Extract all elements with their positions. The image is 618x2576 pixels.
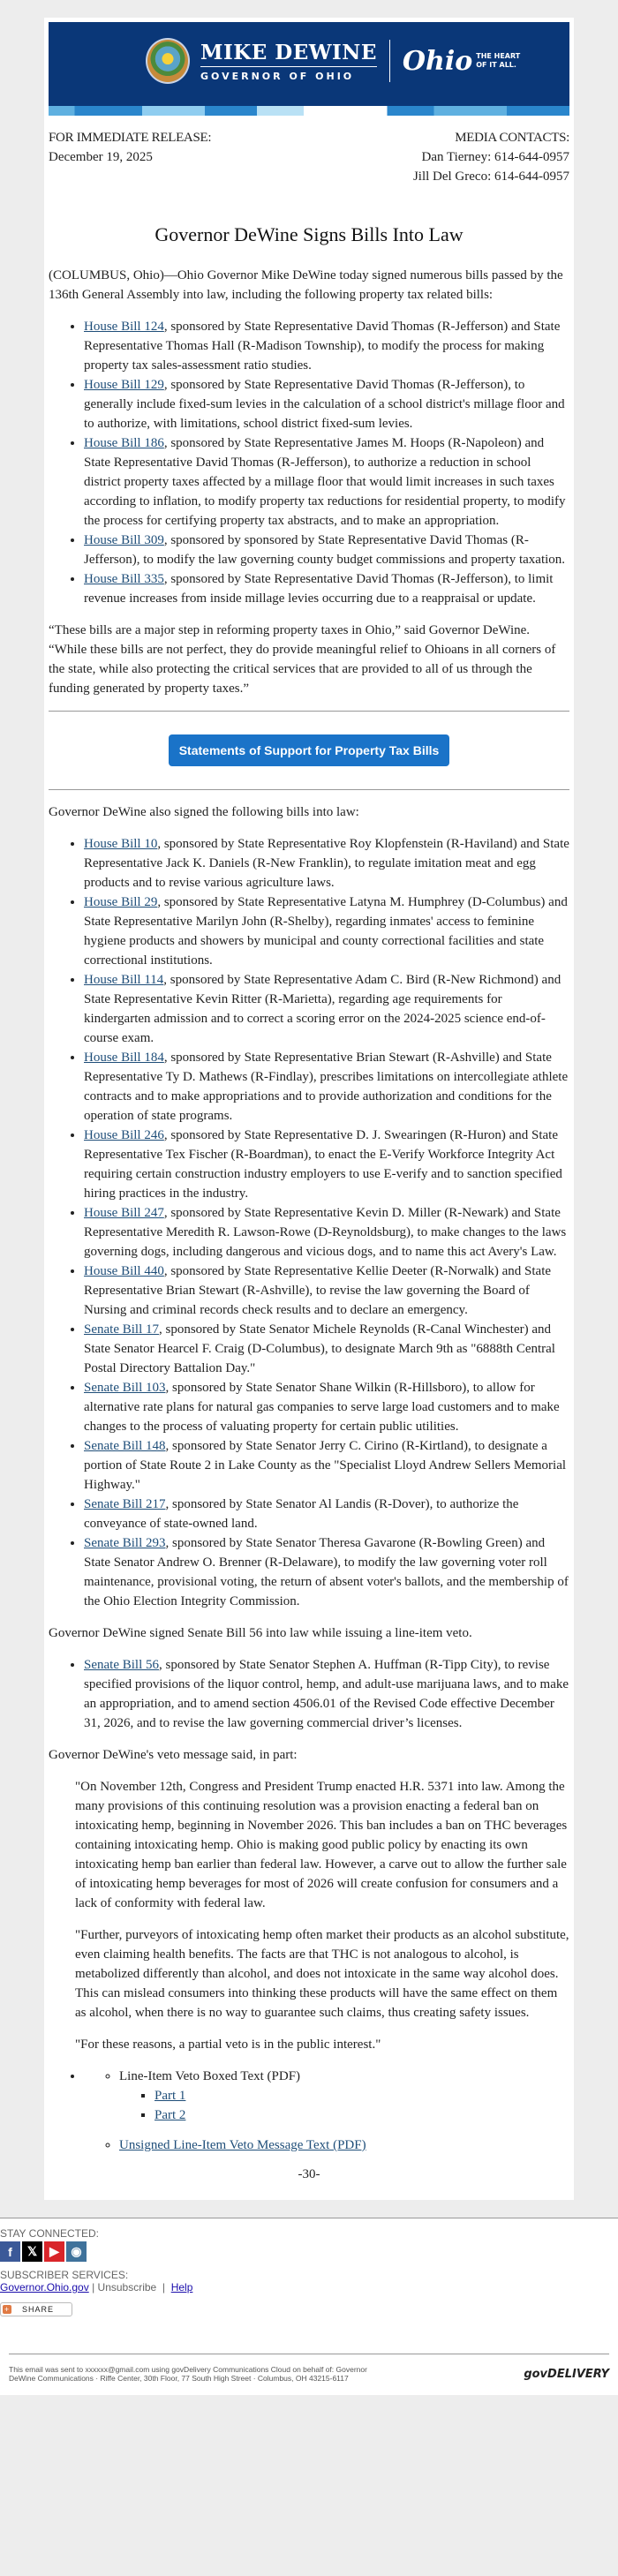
banner-stripe xyxy=(49,106,569,116)
media-contact: Dan Tierney: 614-644-0957 xyxy=(421,150,569,164)
divider xyxy=(49,711,569,712)
bill-description: , sponsored by State Representative Brian Stewart (R-Ashville) and State Representative Ty D. Mathews (R-Findlay), prescribes limitations on intercollegiate athlete contracts and to make appropriations and to provide authorization and conditions for the operation of state programs. xyxy=(84,1051,569,1123)
logo-divider xyxy=(389,40,390,82)
bill-description: , sponsored by State Senator Shane Wilkin (R-Hillsboro), to allow for alternative rate plans for natural gas companies to serve large load customers and to make changes to the process of valuating property for certain public utilities. xyxy=(84,1381,560,1434)
bill-list-item xyxy=(84,375,569,433)
bill-list-item xyxy=(84,1495,569,1533)
bill-description: , sponsored by State Representative David Thomas (R-Jefferson), to generally include fixed-sum levies in the calculation of a school district's millage floor and to authorize, with limitations, school district fixed-sum levies. xyxy=(84,378,565,431)
bill-description: , sponsored by State Senator Al Landis (R-Dover), to authorize the conveyance of state-owned land. xyxy=(84,1497,519,1531)
legal-text: This email was sent to xxxxxx@gmail.com using govDelivery Communications Cloud on behalf of: Governor DeWine Communications · Riffe Center, 30th Floor, 77 South High Street · Columbus, OH 43215-6117 xyxy=(9,2365,367,2383)
bill-link[interactable]: House Bill 129 xyxy=(84,378,164,392)
bill-link[interactable]: House Bill 335 xyxy=(84,572,164,586)
email-footer: STAY CONNECTED: f 𝕏 ▶ ◉ SUBSCRIBER SERVICES: Governor.Ohio.gov | Unsubscribe | Help + SHARE This email was sent to xxxxxx@gmail.com using govDelivery Communications Cloud on behalf of: Governor DeWine Communications · Riffe Center, 30th Floor, 77 South High Street · Columbus, OH 43215-6117 govDELIVERY xyxy=(0,2218,618,2395)
bill-link[interactable]: House Bill 186 xyxy=(84,436,164,450)
media-contact: Jill Del Greco: 614-644-0957 xyxy=(412,169,569,184)
bill-list-item xyxy=(84,834,569,893)
facebook-icon[interactable]: f xyxy=(0,2241,20,2262)
intro-paragraph: (COLUMBUS, Ohio)—Ohio Governor Mike DeWine today signed numerous bills passed by the 136th General Assembly into law, including the following property tax related bills: xyxy=(49,268,563,302)
bill-description: , sponsored by State Representative Latyna M. Humphrey (D-Columbus) and State Representative Marilyn John (R-Shelby), regarding inmates' access to feminine hygiene products and showers by municipal and county correctional facilities and state correctional institutions. xyxy=(84,895,568,968)
bill-description: , sponsored by State Senator Theresa Gavarone (R-Bowling Green) and State Senator Andrew O. Brenner (R-Delaware), to modify the law governing voter roll maintenance, provisional voting, the return of absent voter's ballots, and the membership of the Ohio Election Integrity Commission. xyxy=(84,1536,569,1608)
bill-description: , sponsored by State Senator Michele Reynolds (R-Canal Winchester) and State Senator Hearcel F. Craig (D-Columbus), to designate March 9th as "6888th Central Postal Directory Battalion Day." xyxy=(84,1322,555,1375)
veto-quote-paragraph: "Further, purveyors of intoxicating hemp often market their products as an alcohol substitute, even claiming health benefits. The facts are that THC is not analogous to alcohol, is metabolized differently than alcohol, and does not intoxicate in the same way alcohol does. This can mislead consumers into thinking these products will have the same effect on them as alcohol, when there is no way to guarantee such claims, thus creating safety issues. xyxy=(75,1928,569,2020)
unsubscribe-link[interactable]: Unsubscribe xyxy=(97,2281,157,2294)
govdelivery-logo: govDELIVERY xyxy=(524,2367,609,2381)
bill-list-item xyxy=(84,1655,569,1733)
bill-description: , sponsored by State Representative D. J. Swearingen (R-Huron) and State Representative Tex Fischer (R-Boardman), to enact the E-Verify Workforce Integrity Act requiring certain construction industry employers to use E-verify and to sanction specified hiring practices in the industry. xyxy=(84,1128,562,1201)
bill-link[interactable]: House Bill 10 xyxy=(84,837,158,851)
divider xyxy=(49,789,569,790)
bill-list-item xyxy=(84,569,569,608)
bill-list-item xyxy=(84,1378,569,1436)
bill-link[interactable]: Senate Bill 56 xyxy=(84,1658,159,1672)
release-label: FOR IMMEDIATE RELEASE: xyxy=(49,131,212,145)
youtube-icon[interactable]: ▶ xyxy=(44,2241,64,2262)
governor-logo xyxy=(146,38,520,84)
bill-link[interactable]: Senate Bill 217 xyxy=(84,1497,166,1511)
plus-icon: + xyxy=(4,2305,11,2314)
veto-message-intro: Governor DeWine's veto message said, in part: xyxy=(49,1748,298,1762)
bill-link[interactable]: Senate Bill 293 xyxy=(84,1536,166,1550)
bill-list-item xyxy=(84,1203,569,1262)
bill-description: , sponsored by State Representative Adam C. Bird (R-New Richmond) and State Representative Kevin Ritter (R-Marietta), regarding age requirements for kindergarten admission and to correct a scoring error on the 2024-2025 science end-of-course exam. xyxy=(84,973,561,1045)
bill-link[interactable]: House Bill 29 xyxy=(84,895,158,909)
bill-list-item xyxy=(84,1048,569,1126)
veto-bills-list xyxy=(49,1655,569,1733)
documents-list xyxy=(49,2067,569,2155)
social-links xyxy=(0,2241,618,2262)
bill-link[interactable]: House Bill 247 xyxy=(84,1206,164,1220)
veto-message-quote xyxy=(75,1777,569,2054)
header-banner xyxy=(49,22,569,116)
documents-list-item xyxy=(84,2067,569,2155)
bill-list-item xyxy=(84,1533,569,1611)
end-mark: -30- xyxy=(298,2167,320,2181)
bill-list-item xyxy=(84,1320,569,1378)
part-1-link[interactable]: Part 1 xyxy=(154,2089,186,2103)
governor-site-link[interactable]: Governor.Ohio.gov xyxy=(0,2281,89,2294)
bill-description: , sponsored by State Representative David Thomas (R-Jefferson) and State Representative Thomas Hall (R-Madison Township), to modify the process for making property tax sales-assessment ratio studies. xyxy=(84,320,561,373)
bill-link[interactable]: House Bill 124 xyxy=(84,320,164,334)
other-bills-list xyxy=(49,834,569,1611)
share-label: SHARE xyxy=(22,2305,55,2314)
bill-list-item xyxy=(84,1126,569,1203)
bill-list-item xyxy=(84,1262,569,1320)
bill-link[interactable]: House Bill 440 xyxy=(84,1264,164,1278)
bill-list-item xyxy=(84,531,569,569)
governor-subtitle: GOVERNOR OF OHIO xyxy=(200,70,355,82)
bill-description: , sponsored by State Representative Roy Klopfenstein (R-Haviland) and State Representative Jack K. Daniels (R-New Franklin), to regulate imitation meat and egg products and to revise various agriculture laws. xyxy=(84,837,569,890)
bill-description: , sponsored by State Representative Kellie Deeter (R-Norwalk) and State Representative Brian Stewart (R-Ashville), to revise the law governing the Board of Nursing and criminal records check results and to declare an emergency. xyxy=(84,1264,552,1317)
bill-link[interactable]: Senate Bill 103 xyxy=(84,1381,166,1395)
bill-link[interactable]: Senate Bill 148 xyxy=(84,1439,166,1453)
bill-description: , sponsored by State Senator Jerry C. Cirino (R-Kirtland), to designate a portion of State Route 2 in Lake County as the "Specialist Lloyd Andrew Sellers Memorial Highway." xyxy=(84,1439,567,1492)
governor-seal-icon xyxy=(146,38,190,84)
governor-quote: “These bills are a major step in reforming property taxes in Ohio,” said Governor DeWine. “While these bills are not perfect, they do provide meaningful relief to Ohioans in all corners of the state, while also protecting the critical services that are provided to all of us through the funding generated by property taxes.” xyxy=(49,623,556,696)
bill-link[interactable]: Senate Bill 17 xyxy=(84,1322,159,1337)
bill-list-item xyxy=(84,970,569,1048)
media-contacts-label: MEDIA CONTACTS: xyxy=(455,131,569,145)
instagram-icon[interactable]: ◉ xyxy=(66,2241,87,2262)
release-meta xyxy=(49,128,569,186)
part-2-link[interactable]: Part 2 xyxy=(154,2108,186,2122)
legal-footer xyxy=(9,2354,609,2395)
bill-list-item xyxy=(84,317,569,375)
bill-list-item xyxy=(84,893,569,970)
veto-quote-paragraph: "For these reasons, a partial veto is in the public interest." xyxy=(75,2037,381,2052)
boxed-text-label: Line-Item Veto Boxed Text (PDF) xyxy=(119,2069,301,2083)
bill-link[interactable]: House Bill 184 xyxy=(84,1051,164,1065)
bill-description: , sponsored by State Representative James M. Hoops (R-Napoleon) and State Representative David Thomas (R-Jefferson), to authorize a reduction in school district property taxes affected by a millage floor that would limit increases in such taxes according to inflation, to modify property tax reductions for residential property, to modify the process for certifying property tax abstracts, and to make an appropriation. xyxy=(84,436,566,528)
share-button[interactable] xyxy=(0,2302,72,2316)
bill-link[interactable]: House Bill 309 xyxy=(84,533,164,547)
ohio-logo: Ohio xyxy=(402,45,473,77)
bill-list-item xyxy=(84,1436,569,1495)
stay-connected-label: STAY CONNECTED: xyxy=(0,2227,100,2240)
page-title: Governor DeWine Signs Bills Into Law xyxy=(154,223,464,245)
veto-quote-paragraph: "On November 12th, Congress and President Trump enacted H.R. 5371 into law. Among the many provisions of this continuing resolution was a provision enacting a federal ban on intoxicating hemp, beginning in November 2026. This ban includes a ban on THC beverages containing intoxicating hemp. Ohio is making good public policy by enacting its own intoxicating hemp ban earlier than federal law. However, a carve out to allow the further sale of intoxicating hemp beverages for most of 2026 will create confusion for consumers and a lack of conformity with federal law. xyxy=(75,1780,568,1910)
bill-description: , sponsored by State Representative Kevin D. Miller (R-Newark) and State Representative Meredith R. Lawson-Rowe (D-Reynoldsburg), to make changes to the laws governing dogs, including dangerous and vicious dogs, and to name this act Avery's Law. xyxy=(84,1206,567,1259)
bill-list-item xyxy=(84,433,569,531)
bill-description: , sponsored by State Senator Stephen A. Huffman (R-Tipp City), to revise specified provisions of the liquor control, hemp, and adult-use marijuana laws, and to make an appropriation, and to amend section 4506.01 of the Revised Code effective December 31, 2026, and to revise the law governing commercial driver’s licenses. xyxy=(84,1658,569,1730)
governor-name: MIKE DEWINE xyxy=(200,41,377,67)
bill-description: , sponsored by sponsored by State Representative David Thomas (R-Jefferson), to modify the law governing county budget commissions and property taxation. xyxy=(84,533,566,567)
press-release-card xyxy=(44,18,574,2200)
boxed-text-item xyxy=(119,2067,569,2125)
property-bills-list xyxy=(49,317,569,608)
subscriber-services-label: SUBSCRIBER SERVICES: xyxy=(0,2269,129,2281)
bill-link[interactable]: House Bill 246 xyxy=(84,1128,164,1142)
also-signed-paragraph: Governor DeWine also signed the following bills into law: xyxy=(49,805,359,819)
veto-intro: Governor DeWine signed Senate Bill 56 into law while issuing a line-item veto. xyxy=(49,1626,472,1640)
unsigned-veto-message-link[interactable]: Unsigned Line-Item Veto Message Text (PDF) xyxy=(119,2138,366,2152)
statements-of-support-button[interactable]: Statements of Support for Property Tax Bills xyxy=(169,734,450,766)
bill-description: , sponsored by State Representative David Thomas (R-Jefferson), to limit revenue increases from inside millage levies occurring due to a reappraisal or update. xyxy=(84,572,554,606)
bill-link[interactable]: House Bill 114 xyxy=(84,973,164,987)
ohio-tagline: THE HEART OF IT ALL. xyxy=(476,52,521,69)
x-icon[interactable]: 𝕏 xyxy=(22,2241,42,2262)
help-link[interactable]: Help xyxy=(170,2281,193,2294)
release-date: December 19, 2025 xyxy=(49,150,153,164)
